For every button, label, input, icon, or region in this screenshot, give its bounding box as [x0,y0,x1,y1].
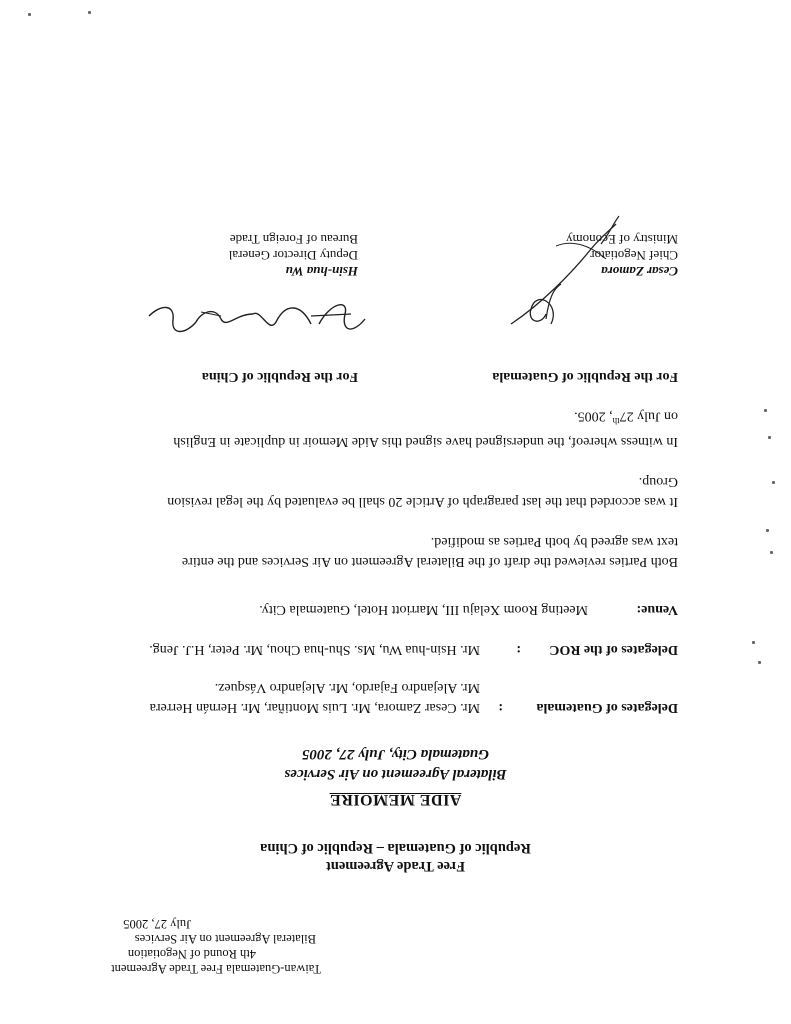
memo-place-date: Guatemala City, July 27, 2005 [302,746,489,762]
signature-roc-title-2: Bureau of Foreign Trade [229,232,358,247]
scan-noise-mark [758,661,761,664]
scan-noise-mark [752,641,755,644]
signature-roc-title-1: Deputy Director General [228,248,358,263]
signature-guatemala-name: Cesar Zamora [601,264,678,279]
scan-noise-mark [766,529,769,532]
header-line-3: Bilateral Agreement on Air Services [134,932,316,946]
paragraph-3-line-1: In witness whereof, the undersigned have signed this Aide Memoir in duplicate in English [173,434,678,449]
signature-roc-heading: For the Republic of China [201,369,358,384]
heading-line-1: Free Trade Agreement [325,858,466,874]
memo-subtitle: Bilateral Agreement on Air Services [284,766,507,782]
paragraph-1-line-2: text was agreed by both Parties as modified. [430,534,678,549]
delegates-roc-value: Mr. Hsin-hua Wu, Ms. Shu-hua Chou, Mr. Peter, H.J. Jeng. [149,642,480,657]
header-line-4: July 27, 2005 [123,917,191,931]
header-line-1: Taiwan-Guatemala Free Trade Agreement [111,962,321,976]
scan-noise-mark [768,436,771,439]
scan-noise-mark [772,481,775,484]
heading-line-2: Republic of Guatemala – Republic of China [260,840,531,856]
scan-noise-mark [764,409,767,412]
signature-guatemala-title-1: Chief Negotiator [590,248,678,263]
paragraph-3-date-year: , 2005. [574,408,613,424]
scan-noise-mark [88,11,91,14]
scan-noise-mark [28,13,31,16]
venue-label: Venue: [636,602,678,617]
venue-value: Meeting Room Xelaju III, Marriott Hotel, Guatemala City. [259,602,588,617]
delegates-guatemala-label: Delegates of Guatemala [536,700,678,715]
signature-roc-image [141,284,371,344]
paragraph-2-line-1: It was accorded that the last paragraph of Article 20 shall be evaluated by the legal revision [167,494,678,509]
signature-roc-name: Hsin-hua Wu [285,264,358,279]
paragraph-3-date-prefix: on July 27 [619,408,678,424]
paragraph-1-line-1: Both Parties reviewed the draft of the Bilateral Agreement on Air Services and the entire [181,554,678,569]
paragraph-2-line-2: Group. [638,474,678,489]
memo-title: AIDE MEMOIRE [329,791,462,808]
signature-guatemala-title-2: Ministry of Economy [566,232,678,247]
delegates-guatemala-colon: : [498,700,503,715]
delegates-guatemala-line-2: Mr. Alejandro Fajardo, Mr. Alejandro Vásquez. [214,680,480,695]
delegates-guatemala-line-1: Mr. Cesar Zamora, Mr. Luis Montiñar, Mr. Hernán Herrera [149,700,480,715]
paragraph-3-line-2 [574,405,678,431]
delegates-roc-colon: : [516,642,521,657]
scan-noise-mark [770,551,773,554]
delegates-roc-label: Delegates of the ROC [549,642,678,657]
signature-guatemala-heading: For the Republic of Guatemala [492,369,678,384]
paragraph-3-date-suffix: th [612,416,620,426]
header-line-2: 4th Round of Negotiation [127,947,256,961]
